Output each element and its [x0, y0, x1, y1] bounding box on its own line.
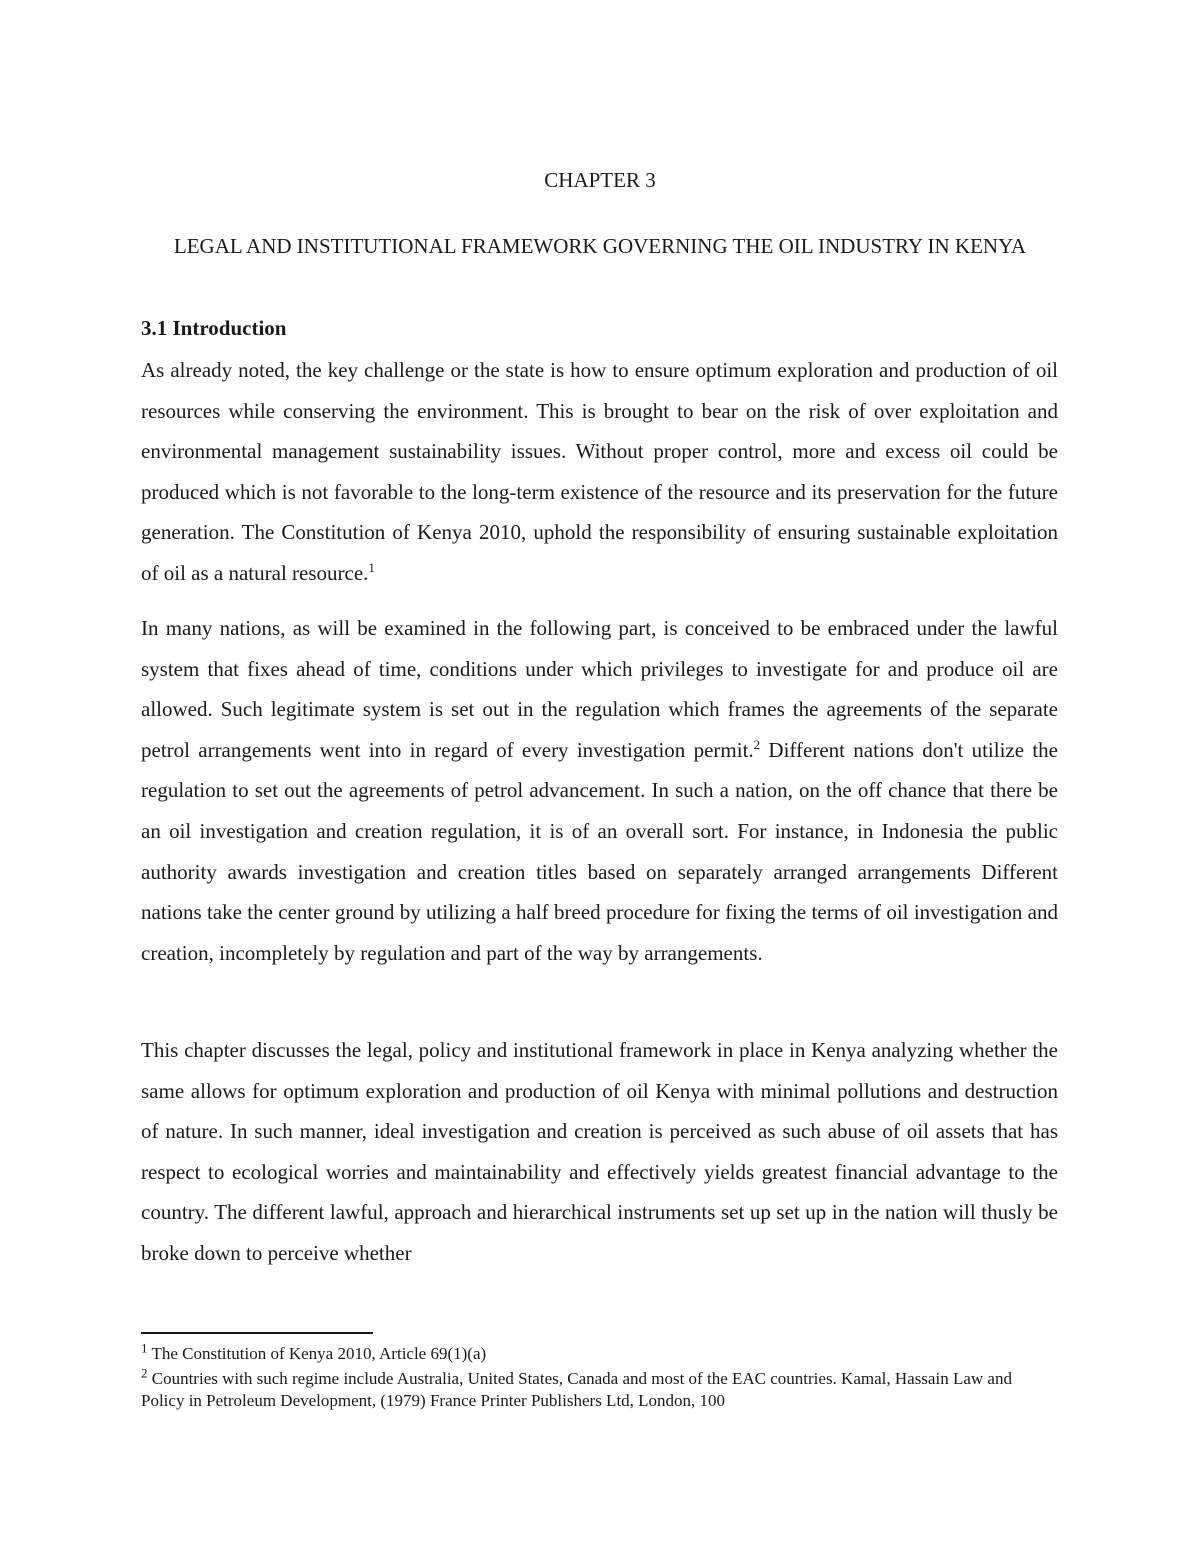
footnote-1 — [141, 1340, 1058, 1365]
footnote-2 — [141, 1365, 1058, 1412]
paragraph-2-text-a: In many nations, as will be examined in the following part, is conceived to be embraced under the lawful system that fixes ahead of time, conditions under which privileges to investigate for and produce oil are allowed. Such legitimate system is set out in the regulation which frames the agreements of the separate petrol arrangements went into in regard of every investigation permit. — [141, 616, 1058, 762]
paragraph-1-text: As already noted, the key challenge or the state is how to ensure optimum exploration and production of oil resources while conserving the environment. This is brought to bear on the risk of over exploitation and environmental management sustainability issues. Without proper control, more and excess oil could be produced which is not favorable to the long-term existence of the resource and its preservation for the future generation. The Constitution of Kenya 2010, uphold the responsibility of ensuring sustainable exploitation of oil as a natural resource. — [141, 358, 1058, 585]
paragraph-2 — [141, 608, 1058, 973]
section-heading: 3.1 Introduction — [141, 316, 287, 340]
chapter-label: CHAPTER 3 — [544, 168, 656, 192]
footnote-2-mark: 2 — [141, 1365, 148, 1381]
paragraph-3: This chapter discusses the legal, policy and institutional framework in place in Kenya analyzing whether the same allows for optimum exploration and production of oil Kenya with minimal pollutions and destruction of nature. In such manner, ideal investigation and creation is perceived as such abuse of oil assets that has respect to ecological worries and maintainability and effectively yields greatest financial advantage to the country. The different lawful, approach and hierarchical instruments set up set up in the nation will thusly be broke down to perceive whether — [141, 1038, 1058, 1265]
footnote-ref-2: 2 — [753, 736, 761, 752]
footnote-ref-1: 1 — [368, 559, 375, 575]
footnote-1-text: The Constitution of Kenya 2010, Article 69(1)(a) — [147, 1344, 487, 1363]
chapter-title: LEGAL AND INSTITUTIONAL FRAMEWORK GOVERNING THE OIL INDUSTRY IN KENYA — [173, 234, 1027, 258]
footnote-1-mark: 1 — [141, 1340, 148, 1356]
paragraph-2-text-b: Different nations don't utilize the regulation to set out the agreements of petrol advancement. In such a nation, on the off chance that there be an oil investigation and creation regulation, it is of an overall sort. For instance, in Indonesia the public authority awards investigation and creation titles based on separately arranged arrangements Different nations take the center ground by utilizing a half breed procedure for fixing the terms of oil investigation and creation, incompletely by regulation and part of the way by arrangements. — [141, 737, 1058, 965]
footnote-divider — [141, 1332, 373, 1334]
footnote-2-text: Countries with such regime include Australia, United States, Canada and most of the EAC countries. Kamal, Hassain Law and Policy in Petroleum Development, (1979) France Printer Publishers Ltd, London, 100 — [141, 1369, 1012, 1410]
paragraph-1 — [141, 350, 1058, 594]
